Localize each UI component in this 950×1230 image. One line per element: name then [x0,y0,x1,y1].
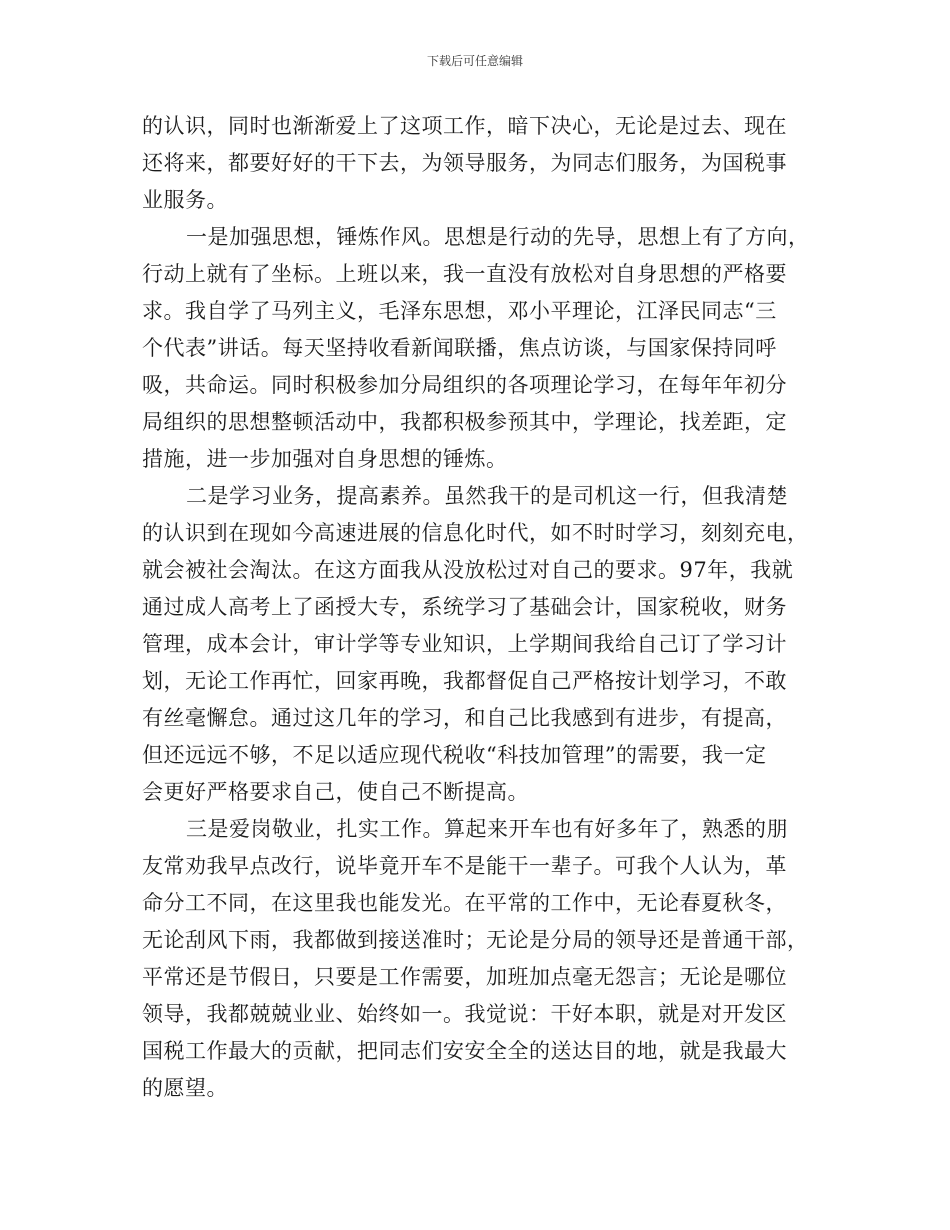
document-body [142,108,810,1107]
text-line: 有丝毫懈怠。通过这几年的学习，和自己比我感到有进步，有提高， [142,706,787,730]
text-line: 求。我自学了马列主义，毛泽东思想，邓小平理论，江泽民同志“三 [142,299,777,323]
text-line: 友常劝我早点改行，说毕竟开车不是能干一辈子。可我个人认为，革 [142,854,787,878]
text-line: 吸，共命运。同时积极参加分局组织的各项理论学习，在每年年初分 [142,373,787,397]
text-line: 业服务。 [142,188,228,212]
text-line: 的认识到在现如今高速进展的信息化时代，如不时时学习，刻刻充电， [142,521,809,545]
text-line: 划，无论工作再忙，回家再晚，我都督促自己严格按计划学习，不敢 [142,669,787,693]
paragraph-start-line: 一是加强思想，锤炼作风。思想是行动的先导，思想上有了方向， [186,225,810,249]
text-line: 管理，成本会计，审计学等专业知识，上学期间我给自己订了学习计 [142,632,787,656]
text-line: 平常还是节假日，只要是工作需要，加班加点毫无怨言；无论是哪位 [142,965,787,989]
text-line: 行动上就有了坐标。上班以来，我一直没有放松对自身思想的严格要 [142,262,787,286]
paragraph-start-line: 二是学习业务，提高素养。虽然我干的是司机这一行，但我清楚 [186,484,788,508]
text-line: 无论刮风下雨，我都做到接送准时；无论是分局的领导还是普通干部， [142,928,809,952]
text-line: 会更好严格要求自己，使自己不断提高。 [142,780,529,804]
text-line: 领导，我都兢兢业业、始终如一。我觉说：干好本职，就是对开发区 [142,1002,787,1026]
page-header: 下载后可任意编辑 [426,54,523,68]
text-line: 措施，进一步加强对自身思想的锤炼。 [142,447,508,471]
text-line: 通过成人高考上了函授大专，系统学习了基础会计，国家税收，财务 [142,595,787,619]
text-line: 个代表”讲话。每天坚持收看新闻联播，焦点访谈，与国家保持同呼 [142,336,777,360]
text-line: 还将来，都要好好的干下去，为领导服务，为同志们服务，为国税事 [142,151,787,175]
text-line: 但还远远不够，不足以适应现代税收“科技加管理”的需要，我一定 [142,743,767,767]
text-line: 国税工作最大的贡献，把同志们安安全全的送达目的地，就是我最大 [142,1039,787,1063]
text-line: 命分工不同，在这里我也能发光。在平常的工作中，无论春夏秋冬， [142,891,787,915]
paragraph-start-line: 三是爱岗敬业，扎实工作。算起来开车也有好多年了，熟悉的朋 [186,817,788,841]
text-line: 的认识，同时也渐渐爱上了这项工作，暗下决心，无论是过去、现在 [142,114,787,138]
text-line: 就会被社会淘汰。在这方面我从没放松过对自己的要求。97年，我就 [142,558,794,582]
text-line: 的愿望。 [142,1076,228,1100]
text-line: 局组织的思想整顿活动中，我都积极参预其中，学理论，找差距，定 [142,410,787,434]
